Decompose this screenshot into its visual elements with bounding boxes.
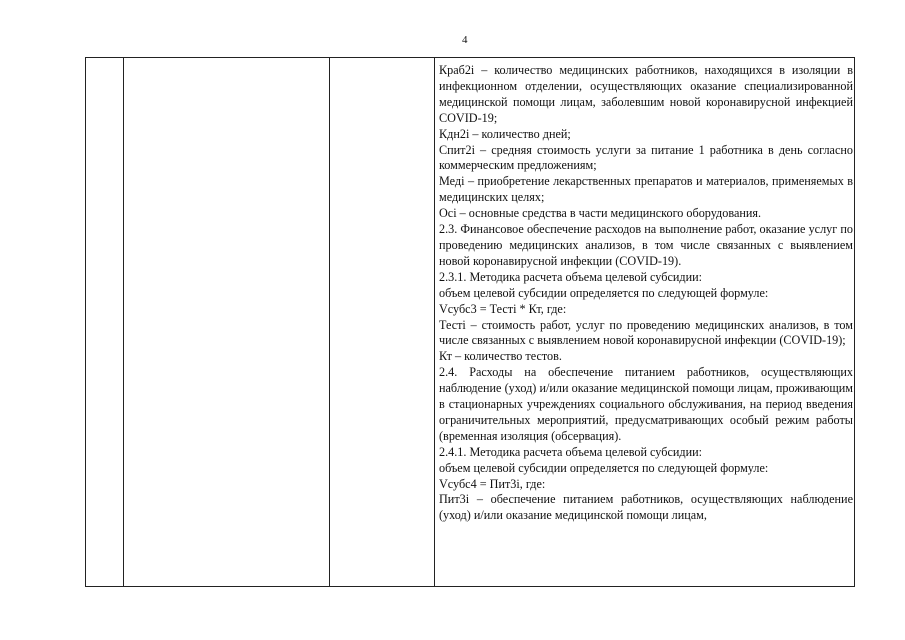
paragraph-kdn: Кдн2i – количество дней; bbox=[439, 126, 571, 141]
paragraph-test: Тестi – стоимость работ, услуг по проведению медицинских анализов, в том числе связанных с выявлением новой коронавирусной инфекции (COVID-19); bbox=[439, 317, 853, 348]
page-number: 4 bbox=[462, 34, 468, 46]
table-cell-description bbox=[439, 63, 853, 524]
paragraph-os: Осi – основные средства в части медицинского оборудования. bbox=[439, 206, 762, 221]
paragraph-spit: Спит2i – средняя стоимость услуги за питание 1 работника в день согласно коммерческим предложениям; bbox=[439, 142, 853, 173]
column-divider-1 bbox=[123, 58, 124, 586]
paragraph-med: Медi – приобретение лекарственных препаратов и материалов, применяемых в медицинских целях; bbox=[439, 174, 853, 205]
paragraph-section-2-4-1: 2.4.1. Методика расчета объема целевой субсидии: bbox=[439, 444, 703, 459]
column-divider-3 bbox=[434, 58, 435, 586]
paragraph-section-2-3-1: 2.3.1. Методика расчета объема целевой субсидии: bbox=[439, 269, 703, 284]
paragraph-section-2-4: 2.4. Расходы на обеспечение питанием работников, осуществляющих наблюдение (уход) и/или оказание медицинской помощи лицам, проживающим в стационарных учреждениях социального обслуживания, на период введения ограничительных мероприятий, предусматривающих особый режим работы (временная изоляция (обсервация). bbox=[439, 365, 853, 443]
document-table bbox=[85, 57, 855, 587]
paragraph-pit: Пит3i – обеспечение питанием работников, осуществляющих наблюдение (уход) и/или оказание медицинской помощи лицам, bbox=[439, 492, 853, 523]
paragraph-kt: Кт – количество тестов. bbox=[439, 349, 562, 364]
paragraph-krab: Краб2i – количество медицинских работников, находящихся в изоляции в инфекционном отделении, осуществляющих оказание специализированной медицинской помощи лицам, заболевшим новой коронавирусной инфекцией COVID-19; bbox=[439, 63, 853, 125]
column-divider-2 bbox=[329, 58, 330, 586]
paragraph-formula-vsubs4: Vсубс4 = Пит3i, где: bbox=[439, 476, 546, 491]
paragraph-formula-vsubs3: Vсубс3 = Тестi * Кт, где: bbox=[439, 301, 567, 316]
paragraph-section-2-3: 2.3. Финансовое обеспечение расходов на выполнение работ, оказание услуг по проведению медицинских анализов, в том числе связанных с выявлением новой коронавирусной инфекции (COVID-19). bbox=[439, 222, 853, 268]
paragraph-formula-intro-1: объем целевой субсидии определяется по следующей формуле: bbox=[439, 285, 769, 300]
paragraph-formula-intro-2: объем целевой субсидии определяется по следующей формуле: bbox=[439, 460, 769, 475]
